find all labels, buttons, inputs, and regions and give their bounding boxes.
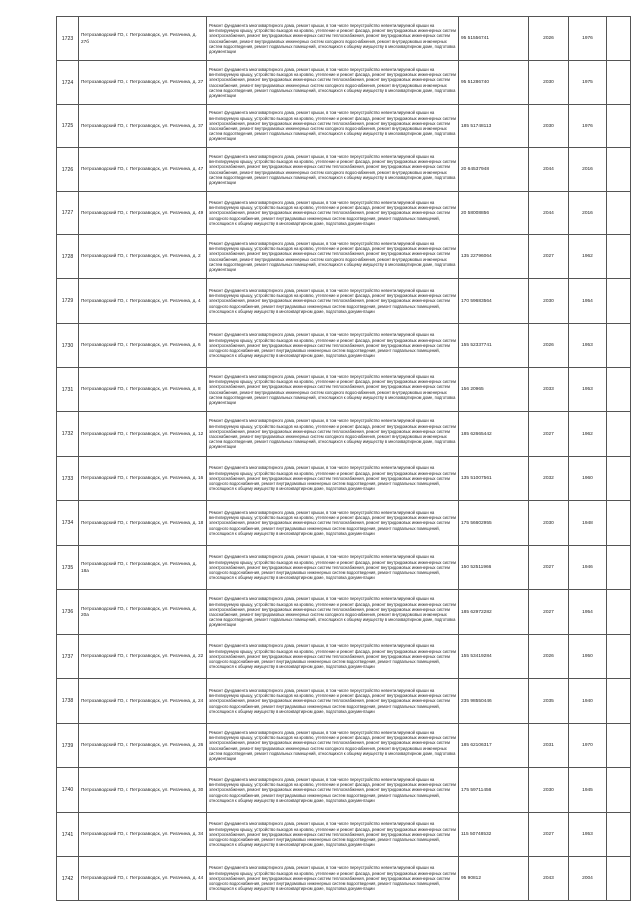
address-cell: Петрозаводский ГО, г. Петрозаводск, ул. Ригачина, д. 27 — [79, 61, 207, 105]
cost-cell: 235 98550446 — [459, 679, 529, 724]
row-number: 1739 — [57, 724, 79, 768]
works-cell: Ремонт фундамента многоквартирного дома, ремонт крыши, в том числе переустройство невентилируемой крыши на вентилируемую крышу, устройство выходов на кровлю, утепление и ремонт фасада, ремонт внутридомовых инженерных систем электроснабжения, ремонт внутридомовых инженерных систем теплоснабжения, ремонт внутридомовых инженерных систем газоснабжения, ремонт внутридомовых инженерных систем холодного водоснабжения, ремонт внутридомовых инженерных систем водоотведения, ремонт подвальных помещений, относящихся к общему имуществу в многоквартирном доме, подготовка документации — [207, 148, 459, 192]
built-year-cell: 1970 — [569, 724, 607, 768]
empty-cell — [607, 724, 631, 768]
cost-cell: 115 50748532 — [459, 813, 529, 857]
table-row — [57, 412, 631, 457]
table-row — [57, 635, 631, 679]
empty-cell — [607, 635, 631, 679]
table-row — [57, 679, 631, 724]
works-cell: Ремонт фундамента многоквартирного дома, ремонт крыши, в том числе переустройство невентилируемой крыши на вентилируемую крышу, устройство выходов на кровлю, утепление и ремонт фасада, ремонт внутридомовых инженерных систем электроснабжения, ремонт внутридомовых инженерных систем теплоснабжения, ремонт внутридомовых инженерных систем газоснабжения, ремонт внутридомовых инженерных систем холодного водоснабжения, ремонт внутридомовых инженерных систем водоотведения, ремонт подвальных помещений, относящихся к общему имуществу в многоквартирном доме, подготовка документации — [207, 61, 459, 105]
address-cell: Петрозаводский ГО, г. Петрозаводск, ул. Ригачина, д. 30 — [79, 768, 207, 813]
table-row — [57, 279, 631, 324]
cost-cell: 155 53419284 — [459, 635, 529, 679]
empty-cell — [607, 768, 631, 813]
planned-year-cell: 2035 — [529, 679, 569, 724]
built-year-cell: 1976 — [569, 105, 607, 148]
works-cell: Ремонт фундамента многоквартирного дома, ремонт крыши, в том числе переустройство невентилируемой крыши на вентилируемую крышу, устройство выходов на кровлю, утепление и ремонт фасада, ремонт внутридомовых инженерных систем электроснабжения, ремонт внутридомовых инженерных систем теплоснабжения, ремонт внутридомовых инженерных систем холодного водоснабжения, ремонт внутридомовых инженерных систем водоотведения, ремонт подвальных помещений, относящихся к общему имуществу в многоквартирном доме, подготовка документации — [207, 546, 459, 590]
address-cell: Петрозаводский ГО, г. Петрозаводск, ул. Ригачина, д. 24 — [79, 679, 207, 724]
planned-year-cell: 2027 — [529, 546, 569, 590]
cost-cell: 135 22796064 — [459, 235, 529, 279]
row-number: 1723 — [57, 17, 79, 61]
row-number: 1724 — [57, 61, 79, 105]
empty-cell — [607, 324, 631, 368]
address-cell: Петрозаводский ГО, г. Петрозаводск, ул. Ригачина, д. 49 — [79, 192, 207, 235]
table-row — [57, 590, 631, 635]
row-number: 1726 — [57, 148, 79, 192]
empty-cell — [607, 857, 631, 901]
planned-year-cell: 2027 — [529, 235, 569, 279]
planned-year-cell: 2030 — [529, 61, 569, 105]
cost-cell: 185 62665442 — [459, 412, 529, 457]
address-cell: Петрозаводский ГО, г. Петрозаводск, ул. Ригачина, д. 16 — [79, 457, 207, 501]
built-year-cell: 1940 — [569, 679, 607, 724]
row-number: 1736 — [57, 590, 79, 635]
built-year-cell: 1945 — [569, 768, 607, 813]
empty-cell — [607, 813, 631, 857]
cost-cell: 175 56602955 — [459, 501, 529, 546]
works-cell: Ремонт фундамента многоквартирного дома, ремонт крыши, в том числе переустройство невентилируемой крыши на вентилируемую крышу, устройство выходов на кровлю, утепление и ремонт фасада, ремонт внутридомовых инженерных систем электроснабжения, ремонт внутридомовых инженерных систем теплоснабжения, ремонт внутридомовых инженерных систем холодного водоснабжения, ремонт внутридомовых инженерных систем водоотведения, ремонт подвальных помещений, относящихся к общему имуществу в многоквартирном доме, подготовка документации — [207, 192, 459, 235]
built-year-cell: 1953 — [569, 324, 607, 368]
address-cell: Петрозаводский ГО, г. Петрозаводск, ул. Ригачина, д. 8 — [79, 368, 207, 412]
cost-cell: 185 62106317 — [459, 724, 529, 768]
table-row — [57, 813, 631, 857]
table-row — [57, 324, 631, 368]
table-row — [57, 546, 631, 590]
empty-cell — [607, 590, 631, 635]
table-row — [57, 724, 631, 768]
row-number: 1725 — [57, 105, 79, 148]
planned-year-cell: 2027 — [529, 412, 569, 457]
built-year-cell: 2016 — [569, 192, 607, 235]
built-year-cell: 1976 — [569, 17, 607, 61]
empty-cell — [607, 17, 631, 61]
built-year-cell: 1962 — [569, 412, 607, 457]
empty-cell — [607, 368, 631, 412]
table-row — [57, 501, 631, 546]
built-year-cell: 1975 — [569, 61, 607, 105]
built-year-cell: 1950 — [569, 635, 607, 679]
planned-year-cell: 2026 — [529, 635, 569, 679]
cost-cell: 95 51286740 — [459, 61, 529, 105]
built-year-cell: 1953 — [569, 368, 607, 412]
cost-cell: 20 64537948 — [459, 148, 529, 192]
planned-year-cell: 2026 — [529, 17, 569, 61]
address-cell: Петрозаводский ГО, г. Петрозаводск, ул. Ригачина, д. 2 — [79, 235, 207, 279]
address-cell: Петрозаводский ГО, г. Петрозаводск, ул. Ригачина, д. 18 — [79, 501, 207, 546]
planned-year-cell: 2030 — [529, 501, 569, 546]
address-cell: Петрозаводский ГО, г. Петрозаводск, ул. Ригачина, д. 4 — [79, 279, 207, 324]
works-cell: Ремонт фундамента многоквартирного дома, ремонт крыши, в том числе переустройство невентилируемой крыши на вентилируемую крышу, устройство выходов на кровлю, утепление и ремонт фасада, ремонт внутридомовых инженерных систем электроснабжения, ремонт внутридомовых инженерных систем теплоснабжения, ремонт внутридомовых инженерных систем холодного водоснабжения, ремонт внутридомовых инженерных систем водоотведения, ремонт подвальных помещений, относящихся к общему имуществу в многоквартирном доме, подготовка документации — [207, 501, 459, 546]
planned-year-cell: 2026 — [529, 324, 569, 368]
row-number: 1741 — [57, 813, 79, 857]
address-cell: Петрозаводский ГО, г. Петрозаводск, ул. Ригачина, д. 18а — [79, 546, 207, 590]
row-number: 1737 — [57, 635, 79, 679]
row-number: 1733 — [57, 457, 79, 501]
works-cell: Ремонт фундамента многоквартирного дома, ремонт крыши, в том числе переустройство невентилируемой крыши на вентилируемую крышу, устройство выходов на кровлю, утепление и ремонт фасада, ремонт внутридомовых инженерных систем электроснабжения, ремонт внутридомовых инженерных систем теплоснабжения, ремонт внутридомовых инженерных систем газоснабжения, ремонт внутридомовых инженерных систем холодного водоснабжения, ремонт внутридомовых инженерных систем водоотведения, ремонт подвальных помещений, относящихся к общему имуществу в многоквартирном доме, подготовка документации — [207, 105, 459, 148]
built-year-cell: 1954 — [569, 279, 607, 324]
planned-year-cell: 2044 — [529, 192, 569, 235]
address-cell: Петрозаводский ГО, г. Петрозаводск, ул. Ригачина, д. 22 — [79, 635, 207, 679]
empty-cell — [607, 457, 631, 501]
cost-cell: 135 51007561 — [459, 457, 529, 501]
planned-year-cell: 2031 — [529, 724, 569, 768]
capital-repair-register-table — [56, 16, 631, 901]
built-year-cell: 1954 — [569, 590, 607, 635]
cost-cell: 155 52337741 — [459, 324, 529, 368]
cost-cell: 170 59683564 — [459, 279, 529, 324]
works-cell: Ремонт фундамента многоквартирного дома, ремонт крыши, в том числе переустройство невентилируемой крыши на вентилируемую крышу, устройство выходов на кровлю, утепление и ремонт фасада, ремонт внутридомовых инженерных систем электроснабжения, ремонт внутридомовых инженерных систем теплоснабжения, ремонт внутридомовых инженерных систем холодного водоснабжения, ремонт внутридомовых инженерных систем водоотведения, ремонт подвальных помещений, относящихся к общему имуществу в многоквартирном доме, подготовка документации — [207, 457, 459, 501]
cost-cell: 185 51748113 — [459, 105, 529, 148]
cost-cell: 150 52511966 — [459, 546, 529, 590]
built-year-cell: 2004 — [569, 857, 607, 901]
row-number: 1731 — [57, 368, 79, 412]
works-cell: Ремонт фундамента многоквартирного дома, ремонт крыши, в том числе переустройство невентилируемой крыши на вентилируемую крышу, устройство выходов на кровлю, утепление и ремонт фасада, ремонт внутридомовых инженерных систем электроснабжения, ремонт внутридомовых инженерных систем теплоснабжения, ремонт внутридомовых инженерных систем газоснабжения, ремонт внутридомовых инженерных систем холодного водоснабжения, ремонт внутридомовых инженерных систем водоотведения, ремонт подвальных помещений, относящихся к общему имуществу в многоквартирном доме, подготовка документации — [207, 724, 459, 768]
planned-year-cell: 2030 — [529, 768, 569, 813]
row-number: 1740 — [57, 768, 79, 813]
address-cell: Петрозаводский ГО, г. Петрозаводск, ул. Ригачина, д. 34 — [79, 813, 207, 857]
row-number: 1727 — [57, 192, 79, 235]
address-cell: Петрозаводский ГО, г. Петрозаводск, ул. Ригачина, д. 20а — [79, 590, 207, 635]
row-number: 1730 — [57, 324, 79, 368]
works-cell: Ремонт фундамента многоквартирного дома, ремонт крыши, в том числе переустройство невентилируемой крыши на вентилируемую крышу, устройство выходов на кровлю, утепление и ремонт фасада, ремонт внутридомовых инженерных систем электроснабжения, ремонт внутридомовых инженерных систем теплоснабжения, ремонт внутридомовых инженерных систем газоснабжения, ремонт внутридомовых инженерных систем холодного водоснабжения, ремонт внутридомовых инженерных систем водоотведения, ремонт подвальных помещений, относящихся к общему имуществу в многоквартирном доме, подготовка документации — [207, 368, 459, 412]
works-cell: Ремонт фундамента многоквартирного дома, ремонт крыши, в том числе переустройство невентилируемой крыши на вентилируемую крышу, устройство выходов на кровлю, утепление и ремонт фасада, ремонт внутридомовых инженерных систем электроснабжения, ремонт внутридомовых инженерных систем теплоснабжения, ремонт внутридомовых инженерных систем холодного водоснабжения, ремонт внутридомовых инженерных систем водоотведения, ремонт подвальных помещений, относящихся к общему имуществу в многоквартирном доме, подготовка документации — [207, 279, 459, 324]
built-year-cell: 1948 — [569, 501, 607, 546]
planned-year-cell: 2030 — [529, 279, 569, 324]
planned-year-cell: 2032 — [529, 457, 569, 501]
planned-year-cell: 2033 — [529, 368, 569, 412]
empty-cell — [607, 279, 631, 324]
address-cell: Петрозаводский ГО, г. Петрозаводск, ул. Ригачина, д. 27б — [79, 17, 207, 61]
works-cell: Ремонт фундамента многоквартирного дома, ремонт крыши, в том числе переустройство невентилируемой крыши на вентилируемую крышу, устройство выходов на кровлю, утепление и ремонт фасада, ремонт внутридомовых инженерных систем электроснабжения, ремонт внутридомовых инженерных систем теплоснабжения, ремонт внутридомовых инженерных систем холодного водоснабжения, ремонт внутридомовых инженерных систем водоотведения, ремонт подвальных помещений, относящихся к общему имуществу в многоквартирном доме, подготовка документации — [207, 324, 459, 368]
empty-cell — [607, 192, 631, 235]
table-row — [57, 17, 631, 61]
empty-cell — [607, 235, 631, 279]
planned-year-cell: 2027 — [529, 590, 569, 635]
empty-cell — [607, 679, 631, 724]
address-cell: Петрозаводский ГО, г. Петрозаводск, ул. Ригачина, д. 37 — [79, 105, 207, 148]
empty-cell — [607, 148, 631, 192]
row-number: 1742 — [57, 857, 79, 901]
works-cell: Ремонт фундамента многоквартирного дома, ремонт крыши, в том числе переустройство невентилируемой крыши на вентилируемую крышу, устройство выходов на кровлю, утепление и ремонт фасада, ремонт внутридомовых инженерных систем электроснабжения, ремонт внутридомовых инженерных систем теплоснабжения, ремонт внутридомовых инженерных систем газоснабжения, ремонт внутридомовых инженерных систем холодного водоснабжения, ремонт внутридомовых инженерных систем водоотведения, ремонт подвальных помещений, относящихся к общему имуществу в многоквартирном доме, подготовка документации — [207, 590, 459, 635]
row-number: 1734 — [57, 501, 79, 546]
built-year-cell: 1946 — [569, 546, 607, 590]
table-row — [57, 457, 631, 501]
empty-cell — [607, 412, 631, 457]
address-cell: Петрозаводский ГО, г. Петрозаводск, ул. Ригачина, д. 44 — [79, 857, 207, 901]
table-row — [57, 768, 631, 813]
row-number: 1728 — [57, 235, 79, 279]
works-cell: Ремонт фундамента многоквартирного дома, ремонт крыши, в том числе переустройство невентилируемой крыши на вентилируемую крышу, устройство выходов на кровлю, утепление и ремонт фасада, ремонт внутридомовых инженерных систем электроснабжения, ремонт внутридомовых инженерных систем теплоснабжения, ремонт внутридомовых инженерных систем холодного водоснабжения, ремонт внутридомовых инженерных систем водоотведения, ремонт подвальных помещений, относящихся к общему имуществу в многоквартирном доме, подготовка документации — [207, 768, 459, 813]
planned-year-cell: 2027 — [529, 813, 569, 857]
empty-cell — [607, 501, 631, 546]
cost-cell: 156 20965 — [459, 368, 529, 412]
table-row — [57, 105, 631, 148]
planned-year-cell: 2030 — [529, 105, 569, 148]
address-cell: Петрозаводский ГО, г. Петрозаводск, ул. Ригачина, д. 6 — [79, 324, 207, 368]
works-cell: Ремонт фундамента многоквартирного дома, ремонт крыши, в том числе переустройство невентилируемой крыши на вентилируемую крышу, устройство выходов на кровлю, утепление и ремонт фасада, ремонт внутридомовых инженерных систем электроснабжения, ремонт внутридомовых инженерных систем теплоснабжения, ремонт внутридомовых инженерных систем холодного водоснабжения, ремонт внутридомовых инженерных систем водоотведения, ремонт подвальных помещений, относящихся к общему имуществу в многоквартирном доме, подготовка документации — [207, 813, 459, 857]
address-cell: Петрозаводский ГО, г. Петрозаводск, ул. Ригачина, д. 47 — [79, 148, 207, 192]
address-cell: Петрозаводский ГО, г. Петрозаводск, ул. Ригачина, д. 12 — [79, 412, 207, 457]
cost-cell: 185 62972282 — [459, 590, 529, 635]
row-number: 1738 — [57, 679, 79, 724]
row-number: 1729 — [57, 279, 79, 324]
row-number: 1732 — [57, 412, 79, 457]
cost-cell: 175 59711456 — [459, 768, 529, 813]
cost-cell: 95 90812 — [459, 857, 529, 901]
built-year-cell: 1953 — [569, 813, 607, 857]
table-row — [57, 368, 631, 412]
address-cell: Петрозаводский ГО, г. Петрозаводск, ул. Ригачина, д. 26 — [79, 724, 207, 768]
cost-cell: 95 51556741 — [459, 17, 529, 61]
table-row — [57, 857, 631, 901]
planned-year-cell: 2043 — [529, 857, 569, 901]
works-cell: Ремонт фундамента многоквартирного дома, ремонт крыши, в том числе переустройство невентилируемой крыши на вентилируемую крышу, устройство выходов на кровлю, утепление и ремонт фасада, ремонт внутридомовых инженерных систем электроснабжения, ремонт внутридомовых инженерных систем теплоснабжения, ремонт внутридомовых инженерных систем газоснабжения, ремонт внутридомовых инженерных систем холодного водоснабжения, ремонт внутридомовых инженерных систем водоотведения, ремонт подвальных помещений, относящихся к общему имуществу в многоквартирном доме, подготовка документации — [207, 412, 459, 457]
cost-cell: 20 58008856 — [459, 192, 529, 235]
works-cell: Ремонт фундамента многоквартирного дома, ремонт крыши, в том числе переустройство невентилируемой крыши на вентилируемую крышу, устройство выходов на кровлю, утепление и ремонт фасада, ремонт внутридомовых инженерных систем электроснабжения, ремонт внутридомовых инженерных систем теплоснабжения, ремонт внутридомовых инженерных систем газоснабжения, ремонт внутридомовых инженерных систем холодного водоснабжения, ремонт внутридомовых инженерных систем водоотведения, ремонт подвальных помещений, относящихся к общему имуществу в многоквартирном доме, подготовка документации — [207, 17, 459, 61]
built-year-cell: 2016 — [569, 148, 607, 192]
table-row — [57, 148, 631, 192]
works-cell: Ремонт фундамента многоквартирного дома, ремонт крыши, в том числе переустройство невентилируемой крыши на вентилируемую крышу, устройство выходов на кровлю, утепление и ремонт фасада, ремонт внутридомовых инженерных систем электроснабжения, ремонт внутридомовых инженерных систем теплоснабжения, ремонт внутридомовых инженерных систем газоснабжения, ремонт внутридомовых инженерных систем холодного водоснабжения, ремонт внутридомовых инженерных систем водоотведения, ремонт подвальных помещений, относящихся к общему имуществу в многоквартирном доме, подготовка документации — [207, 235, 459, 279]
works-cell: Ремонт фундамента многоквартирного дома, ремонт крыши, в том числе переустройство невентилируемой крыши на вентилируемую крышу, устройство выходов на кровлю, утепление и ремонт фасада, ремонт внутридомовых инженерных систем электроснабжения, ремонт внутридомовых инженерных систем теплоснабжения, ремонт внутридомовых инженерных систем холодного водоснабжения, ремонт внутридомовых инженерных систем водоотведения, ремонт подвальных помещений, относящихся к общему имуществу в многоквартирном доме, подготовка документации — [207, 857, 459, 901]
empty-cell — [607, 546, 631, 590]
table-body — [57, 17, 631, 901]
planned-year-cell: 2044 — [529, 148, 569, 192]
table-row — [57, 192, 631, 235]
table-row — [57, 235, 631, 279]
built-year-cell: 1962 — [569, 235, 607, 279]
row-number: 1735 — [57, 546, 79, 590]
empty-cell — [607, 61, 631, 105]
works-cell: Ремонт фундамента многоквартирного дома, ремонт крыши, в том числе переустройство невентилируемой крыши на вентилируемую крышу, устройство выходов на кровлю, утепление и ремонт фасада, ремонт внутридомовых инженерных систем электроснабжения, ремонт внутридомовых инженерных систем теплоснабжения, ремонт внутридомовых инженерных систем холодного водоснабжения, ремонт внутридомовых инженерных систем водоотведения, ремонт подвальных помещений, относящихся к общему имуществу в многоквартирном доме, подготовка документации — [207, 635, 459, 679]
table-row — [57, 61, 631, 105]
works-cell: Ремонт фундамента многоквартирного дома, ремонт крыши, в том числе переустройство невентилируемой крыши на вентилируемую крышу, устройство выходов на кровлю, утепление и ремонт фасада, ремонт внутридомовых инженерных систем электроснабжения, ремонт внутридомовых инженерных систем теплоснабжения, ремонт внутридомовых инженерных систем холодного водоснабжения, ремонт внутридомовых инженерных систем водоотведения, ремонт подвальных помещений, относящихся к общему имуществу в многоквартирном доме, подготовка документации — [207, 679, 459, 724]
built-year-cell: 1960 — [569, 457, 607, 501]
empty-cell — [607, 105, 631, 148]
